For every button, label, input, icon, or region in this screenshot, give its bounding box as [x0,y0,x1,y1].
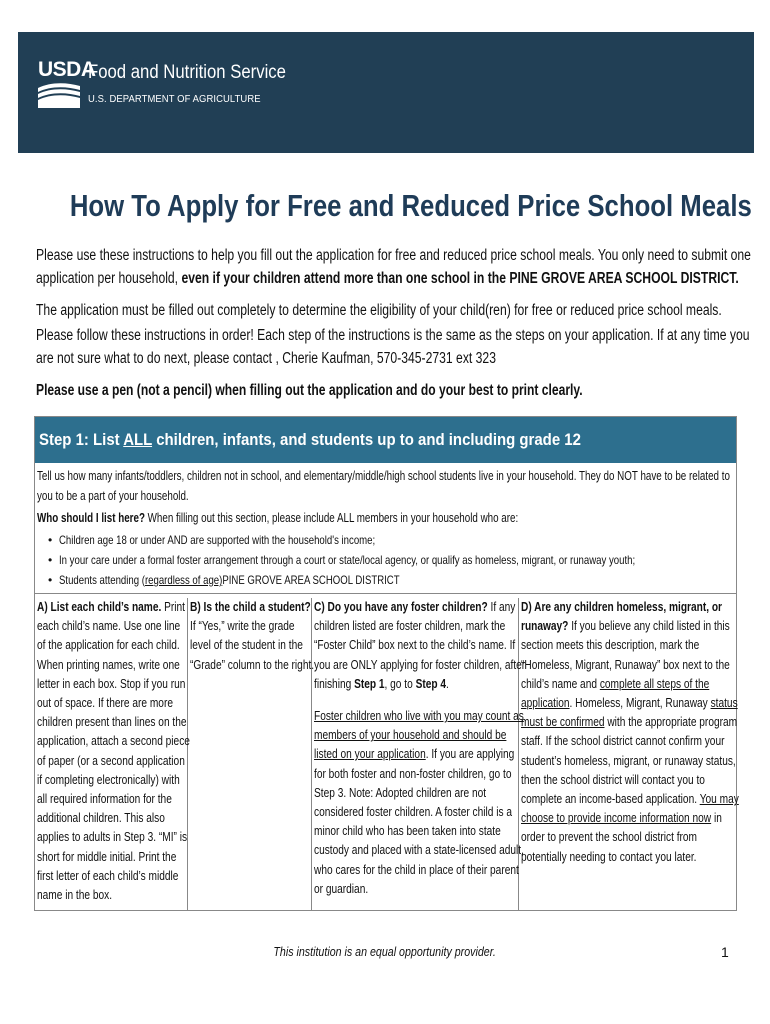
columns-top-divider [34,593,737,594]
page-number: 1 [721,944,729,960]
list-item: • In your care under a formal foster arrangement through a court or state/local agency, or qualify as homeless, migrant, or runaway youth; [59,553,770,567]
pen-note: Please use a pen (not a pencil) when filling out the application and do your best to print clearly. [36,382,583,399]
intro-line-2: application per household, even if your children attend more than one school in the PINE GROVE AREA SCHOOL DISTRICT. [36,270,739,287]
list-item: • Children age 18 or under AND are supported with the household's income; [59,533,454,547]
department-name: U.S. DEPARTMENT OF AGRICULTURE [88,93,261,105]
para2-line-3: are not sure what to do next, please contact , Cherie Kaufman, 570-345-2731 ext 323 [36,350,496,367]
who-should-i-list: Who should I list here? When filling out this section, please include ALL members in your household who are: [37,511,519,525]
column-a-list-child-names: A) List each child’s name. Print each child’s name. Use one line of the application for each child. When printing names, write one letter in each box. Stop if you run out of space. If there are more children present than lines on the application, attach a second piece of paper (or a second application if completing electronically) with all required information for the additional children. This also applies to adults in Step 3. “MI” is short for middle initial. Print the first letter of each child’s middle name in the box. [37,600,190,903]
step1-desc-line-2: you to be a part of your household. [37,489,189,503]
step1-desc-line-1: Tell us how many infants/toddlers, children not in school, and elementary/middle/high school students live in your household. They do NOT have to be related to [37,469,730,483]
para2-line-2: Please follow these instructions in order! Each step of the instructions is the same as the steps on your application. If at any time you [36,327,750,344]
usda-logo [36,58,286,114]
agency-name: Food and Nutrition Service [88,62,286,83]
equal-opportunity-statement: This institution is an equal opportunity provider. [273,944,497,959]
page-title: How To Apply for Free and Reduced Price School Meals [69,188,752,223]
step1-heading: Step 1: List ALL children, infants, and students up to and including grade 12 [39,430,581,449]
column-d-homeless-migrant-runaway: D) Are any children homeless, migrant, or runaway? If you believe any child listed in this section meets this description, mark the “Homeless, Migrant, Runaway” box next to the child’s name and complete all steps of the application. Homeless, Migrant, Runaway status must be confirmed with the appropriate program staff. If the school district cannot confirm your student’s homeless, migrant, or runaway status, then the school district will contact you to complete an income-based application. You may choose to provide income information now in order to prevent the school district from potentially needing to contact you later. [521,600,739,864]
column-c-foster-children: C) Do you have any foster children? If any children listed are foster children, mark the “Foster Child” box next to the child’s name. If you are ONLY applying for foster children, after finishing Step 1, go to Step 4. Foster children who live with you may count as members of your household and should be listed on your application. If you are applying for both foster and non-foster children, go to Step 3. Note: Adopted children are not considered foster children. A foster child is a minor child who has been taken into state custody and placed with a state-licensed adult, who cares for the child in place of their parent or guardian. [314,600,526,896]
intro-line-1: Please use these instructions to help you fill out the application for free and reduced price school meals. You only need to submit one [36,247,751,264]
para2-line-1: The application must be filled out completely to determine the eligibility of your child(ren) for free or reduced price school meals. [36,302,722,319]
usda-logo-text: USDA [38,58,96,81]
list-item: • Students attending (regardless of age)PINE GROVE AREA SCHOOL DISTRICT [59,573,485,587]
column-b-is-child-student: B) Is the child a student? If “Yes,” write the grade level of the student in the “Grade” column to the right. [190,600,315,672]
step1-heading-bar [35,417,736,463]
